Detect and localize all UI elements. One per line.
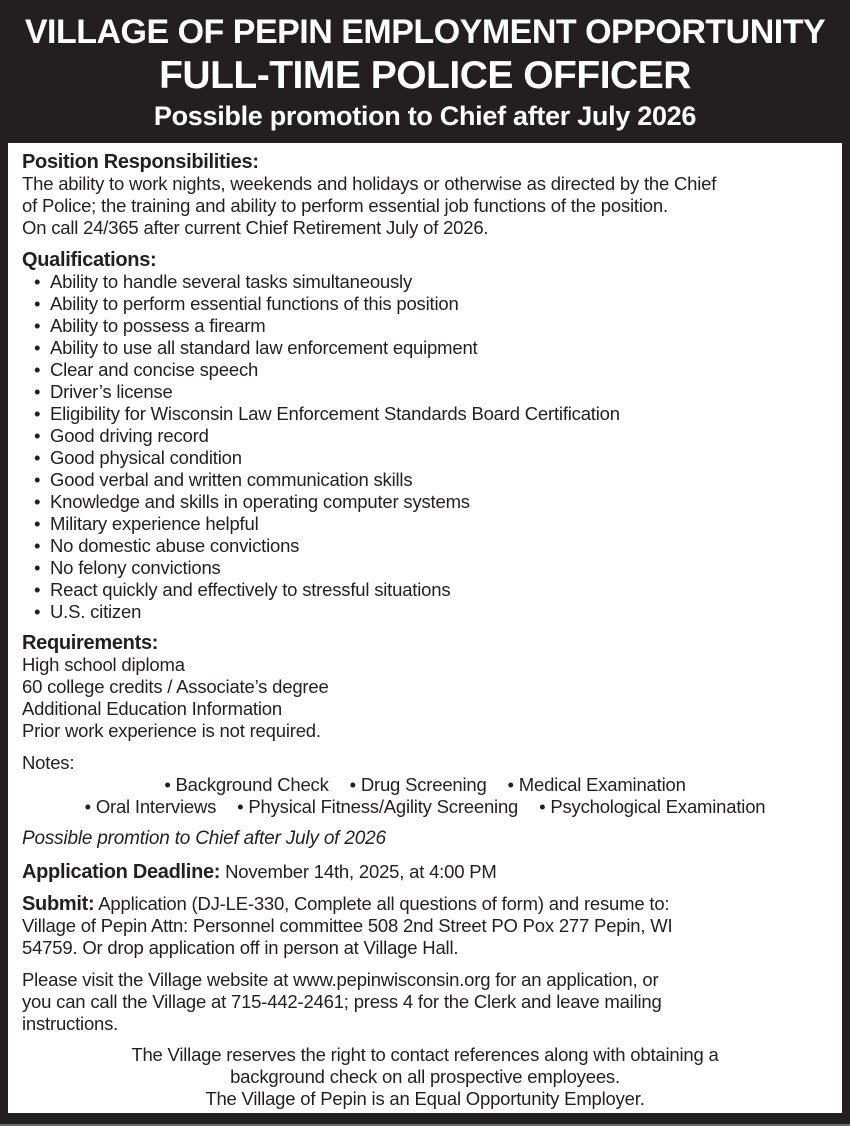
note-item: • Background Check: [164, 774, 328, 796]
qualification-item: • Clear and concise speech: [22, 359, 828, 381]
qualification-item: • Ability to handle several tasks simultaneously: [22, 271, 828, 293]
qualification-item: • Good driving record: [22, 425, 828, 447]
responsibilities-line: The ability to work nights, weekends and holidays or otherwise as directed by the Chief: [22, 173, 717, 194]
submit-line: [22, 893, 828, 915]
footer-disclaimer: [22, 1044, 828, 1110]
submit-line: Village of Pepin Attn: Personnel committee 508 2nd Street PO Pox 277 Pepin, WI: [22, 915, 673, 936]
application-deadline: [22, 861, 828, 883]
qualification-item: • Ability to use all standard law enforcement equipment: [22, 337, 828, 359]
notes-label: Notes:: [22, 752, 75, 773]
qualification-item: • No felony convictions: [22, 557, 828, 579]
requirements-heading: Requirements:: [22, 632, 159, 654]
note-item: • Psychological Examination: [539, 796, 765, 818]
note-item: • Drug Screening: [350, 774, 487, 796]
website-line: you can call the Village at 715-442-2461; press 4 for the Clerk and leave mailing: [22, 991, 662, 1012]
submit-line-text: Application (DJ-LE-330, Complete all questions of form) and resume to:: [98, 893, 670, 914]
qualification-item: • Military experience helpful: [22, 513, 828, 535]
footer-line: The Village of Pepin is an Equal Opportunity Employer.: [205, 1088, 645, 1109]
qualification-item: • U.S. citizen: [22, 601, 828, 623]
ad-body: [8, 143, 842, 1113]
qualifications-list: [22, 271, 828, 623]
section-website-info: [22, 969, 828, 1035]
section-notes: [22, 752, 828, 818]
section-qualifications: [22, 249, 828, 623]
section-responsibilities: [22, 151, 828, 239]
qualifications-heading: Qualifications:: [22, 249, 157, 271]
submit-line: 54759. Or drop application off in person at Village Hall.: [22, 937, 459, 958]
submit-label: Submit:: [22, 893, 95, 915]
requirement-line: Prior work experience is not required.: [22, 720, 321, 741]
job-title: FULL-TIME POLICE OFFICER: [159, 54, 691, 97]
banner-subtitle: Possible promotion to Chief after July 2026: [153, 101, 697, 131]
website-line: Please visit the Village website at www.pepinwisconsin.org for an application, or: [22, 969, 659, 990]
note-item: • Physical Fitness/Agility Screening: [237, 796, 518, 818]
footer-line: background check on all prospective employees.: [230, 1066, 620, 1087]
qualification-item: • Driver’s license: [22, 381, 828, 403]
website-line: instructions.: [22, 1013, 119, 1034]
note-item: • Oral Interviews: [85, 796, 217, 818]
qualification-item: • Good verbal and written communication skills: [22, 469, 828, 491]
responsibilities-heading: Position Responsibilities:: [22, 151, 259, 173]
deadline-value: November 14th, 2025, at 4:00 PM: [225, 861, 497, 882]
responsibilities-line: On call 24/365 after current Chief Retirement July of 2026.: [22, 217, 489, 238]
qualification-item: • Eligibility for Wisconsin Law Enforcement Standards Board Certification: [22, 403, 828, 425]
responsibilities-line: of Police; the training and ability to perform essential job functions of the position.: [22, 195, 668, 216]
note-item: • Medical Examination: [508, 774, 686, 796]
qualification-item: • Ability to perform essential functions of this position: [22, 293, 828, 315]
qualification-item: • No domestic abuse convictions: [22, 535, 828, 557]
ad-title: VILLAGE OF PEPIN EMPLOYMENT OPPORTUNITY: [24, 13, 826, 51]
qualification-item: • Ability to possess a firearm: [22, 315, 828, 337]
promotion-note: Possible promtion to Chief after July of 2026: [22, 828, 386, 849]
requirement-line: Additional Education Information: [22, 698, 282, 719]
qualification-item: • React quickly and effectively to stressful situations: [22, 579, 828, 601]
notes-row: [22, 774, 828, 796]
deadline-label: Application Deadline:: [22, 861, 221, 883]
section-submit: [22, 893, 828, 959]
section-requirements: [22, 632, 828, 742]
banner: [0, 0, 850, 143]
requirement-line: 60 college credits / Associate’s degree: [22, 676, 329, 697]
requirement-line: High school diploma: [22, 654, 185, 675]
qualification-item: • Knowledge and skills in operating computer systems: [22, 491, 828, 513]
footer-line: The Village reserves the right to contact references along with obtaining a: [131, 1044, 719, 1065]
qualification-item: • Good physical condition: [22, 447, 828, 469]
notes-row: [22, 796, 828, 818]
